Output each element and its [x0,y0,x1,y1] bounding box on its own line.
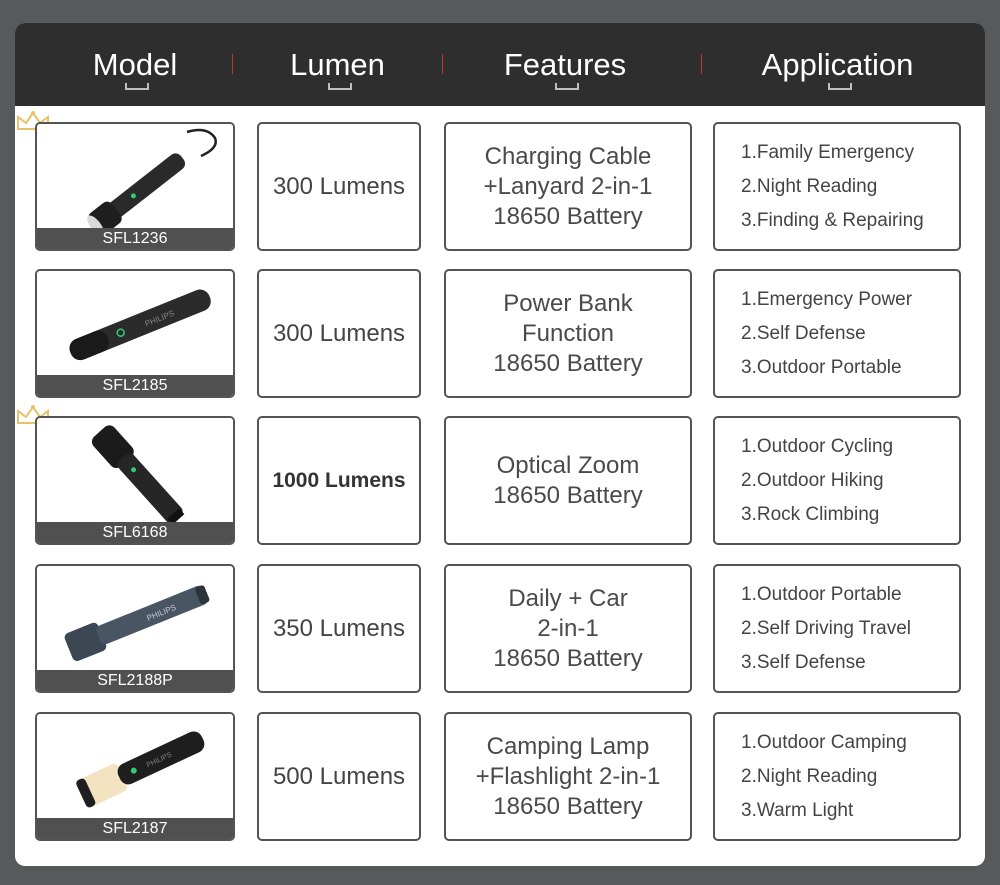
table-row [15,564,985,697]
tactical-flashlight-icon [37,566,233,672]
model-cell [35,712,235,841]
svg-text:PHILIPS: PHILIPS [145,751,173,770]
header-divider [232,54,233,74]
feature-line: Optical Zoom [496,451,640,479]
application-line: 2.Night Reading [741,175,878,197]
application-line: 1.Emergency Power [741,288,913,310]
svg-text:PHILIPS: PHILIPS [145,602,178,623]
features-cell [444,712,692,841]
lumen-value: 300 Lumens [272,319,406,347]
lumen-cell [257,712,421,841]
header-lumen-label: Lumen [290,46,385,82]
application-line: 3.Self Defense [741,651,866,673]
application-cell [713,712,961,841]
feature-line: 18650 Battery [493,349,643,377]
table-row [15,269,985,402]
model-cell [35,122,235,251]
lumen-value: 300 Lumens [272,172,406,200]
lumen-cell [257,416,421,545]
model-name: SFL2188P [37,670,233,691]
header-underline-mark [125,83,149,90]
feature-line: +Flashlight 2-in-1 [475,762,661,790]
feature-line: 18650 Battery [493,202,643,230]
application-line: 3.Outdoor Portable [741,356,902,378]
application-line: 2.Self Driving Travel [741,617,912,639]
slim-flashlight-icon [37,271,233,377]
model-cell [35,564,235,693]
header-underline-mark [828,83,852,90]
model-cell [35,416,235,545]
feature-line: +Lanyard 2-in-1 [483,172,653,200]
model-name: SFL6168 [37,522,233,543]
application-line: 3.Warm Light [741,799,854,821]
lumen-value: 1000 Lumens [272,468,406,492]
header-divider [701,54,702,74]
lumen-value: 500 Lumens [272,762,406,790]
header-model [55,23,215,106]
application-line: 3.Rock Climbing [741,503,880,525]
feature-line: Daily + Car [508,584,628,612]
svg-text:PHILIPS: PHILIPS [143,308,176,329]
lumen-value: 350 Lumens [272,614,406,642]
feature-line: 2-in-1 [537,614,599,642]
application-cell [713,564,961,693]
zoom-flashlight-icon [37,418,233,524]
feature-line: 18650 Battery [493,792,643,820]
table-header [15,23,985,106]
application-line: 2.Self Defense [741,322,866,344]
features-cell [444,416,692,545]
application-cell [713,269,961,398]
feature-line: Function [521,319,615,347]
header-underline-mark [328,83,352,90]
table-row [15,416,985,549]
camping-lantern-flashlight-icon [37,714,233,820]
feature-line: 18650 Battery [493,481,643,509]
header-underline-mark [555,83,579,90]
header-features-label: Features [503,46,627,82]
application-line: 1.Outdoor Portable [741,583,902,605]
application-line: 2.Outdoor Hiking [741,469,884,491]
flashlight-with-lanyard-icon [37,124,233,230]
feature-line: Power Bank [503,289,633,317]
features-cell [444,122,692,251]
application-cell [713,416,961,545]
application-cell [713,122,961,251]
features-cell [444,564,692,693]
application-line: 1.Family Emergency [741,141,915,163]
features-cell [444,269,692,398]
application-line: 3.Finding & Repairing [741,209,924,231]
model-cell [35,269,235,398]
table-row [15,712,985,845]
feature-line: 18650 Battery [493,644,643,672]
header-application [715,23,960,106]
feature-line: Camping Lamp [486,732,650,760]
comparison-card [15,23,985,866]
model-name: SFL2187 [37,818,233,839]
table-row [15,122,985,255]
model-name: SFL1236 [37,228,233,249]
model-name: SFL2185 [37,375,233,396]
header-features [445,23,685,106]
application-line: 2.Night Reading [741,765,878,787]
header-divider [442,54,443,74]
lumen-cell [257,564,421,693]
header-lumen [255,23,420,106]
header-model-label: Model [92,46,178,82]
feature-line: Charging Cable [484,142,652,170]
application-line: 1.Outdoor Cycling [741,435,894,457]
header-application-label: Application [761,46,914,82]
application-line: 1.Outdoor Camping [741,731,907,753]
lumen-cell [257,122,421,251]
lumen-cell [257,269,421,398]
